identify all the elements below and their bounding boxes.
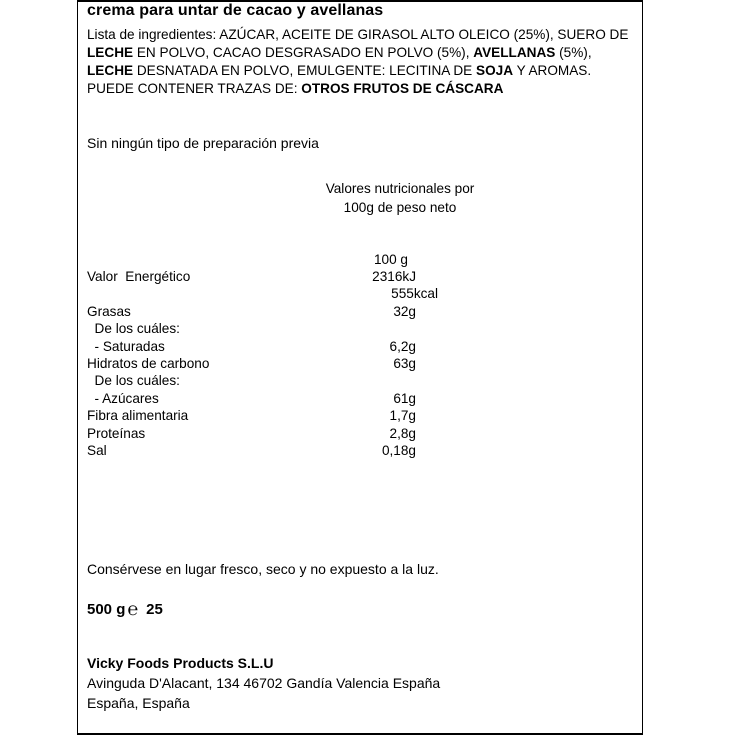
nutrition-row-value: 32g (393, 304, 416, 319)
company-address: Avinguda D'Alacant, 134 46702 Gandía Valencia España (87, 675, 441, 691)
ingredient-text: Y AROMAS. PUEDE CONTENER TRAZAS DE: (87, 63, 592, 96)
nutrition-row-label: Proteínas (87, 426, 146, 441)
nutrition-row-label: Valor Energético (87, 269, 191, 284)
nutrition-row-label: Hidratos de carbono (87, 356, 210, 371)
nutrition-column-header: 100 g (373, 252, 408, 267)
bottom-border (77, 733, 643, 735)
nutrition-row-value: 2316kJ (372, 269, 416, 284)
nutrition-row-value: 1,7g (389, 408, 416, 423)
nutrition-row-value: 63g (393, 356, 416, 371)
nutrition-row-value: 555kcal (391, 286, 438, 301)
nutrition-header-line2: 100g de peso neto (343, 200, 457, 215)
net-weight (87, 599, 163, 620)
nutrition-row-value: 6,2g (389, 339, 416, 354)
product-title: crema para untar de cacao y avellanas (87, 2, 384, 19)
nutrition-row-label: Fibra alimentaria (87, 408, 189, 423)
storage-text: Consérvese en lugar fresco, seco y no expuesto a la luz. (87, 561, 439, 577)
nutrition-row-label: - Azúcares (87, 391, 159, 406)
allergen-text: SOJA (476, 63, 514, 78)
company-country: España, España (87, 695, 190, 711)
nutrition-row-label: Grasas (87, 304, 131, 319)
estimated-sign-icon: ℮ (127, 599, 139, 619)
ingredient-text: DESNATADA EN POLVO, EMULGENTE: LECITINA DE (133, 63, 477, 78)
nutrition-row-label: De los cuáles: (87, 321, 180, 336)
nutrition-header-line1: Valores nutricionales por (325, 181, 475, 196)
nutrition-row-label: - Saturadas (87, 339, 165, 354)
allergen-text: LECHE (87, 45, 134, 60)
company-name: Vicky Foods Products S.L.U (87, 655, 274, 671)
allergen-text: LECHE (87, 63, 134, 78)
nutrition-row-label: De los cuáles: (87, 373, 180, 388)
servings-count: 25 (146, 601, 163, 618)
nutrition-row-value: 61g (393, 391, 416, 406)
nutrition-row-label: Sal (87, 443, 107, 458)
ingredient-text: EN POLVO, CACAO DESGRASADO EN POLVO (5%), (133, 45, 474, 60)
ingredients-list (87, 26, 637, 98)
net-weight-value: 500 g (87, 601, 126, 618)
preparation-text: Sin ningún tipo de preparación previa (87, 135, 319, 151)
nutrition-row-value: 2,8g (389, 426, 416, 441)
nutrition-row-value: 0,18g (381, 443, 416, 458)
allergen-text: OTROS FRUTOS DE CÁSCARA (301, 81, 504, 96)
allergen-text: AVELLANAS (473, 45, 556, 60)
ingredient-text: Lista de ingredientes: AZÚCAR, ACEITE DE GIRASOL ALTO OLEICO (25%), SUERO DE (87, 27, 629, 42)
ingredient-text: (5%), (555, 45, 592, 60)
